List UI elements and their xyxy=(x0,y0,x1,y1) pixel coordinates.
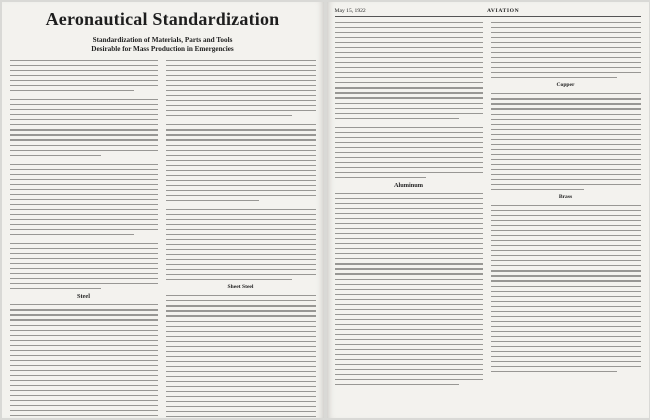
right-column-a xyxy=(335,22,483,389)
left-column-a xyxy=(10,60,158,418)
running-head-title: AVIATION xyxy=(486,8,520,14)
right-column-b xyxy=(491,22,641,376)
subhead-line-1: Standardization of Materials, Parts and Tools xyxy=(92,36,233,44)
article-headline: Aeronautical Standardization xyxy=(45,9,280,29)
section-heading-sheet-steel: Sheet Steel xyxy=(227,284,254,291)
article-subhead xyxy=(2,36,324,54)
section-heading-steel: Steel xyxy=(77,293,90,301)
section-heading-brass: Brass xyxy=(558,194,573,200)
subhead-line-2: Desirable for Mass Production in Emergencies xyxy=(91,45,234,53)
running-head xyxy=(335,8,641,17)
running-head-date: May 15, 1922 xyxy=(334,8,366,14)
left-column-b xyxy=(166,60,316,418)
section-heading-copper: Copper xyxy=(556,82,575,89)
section-heading-aluminum: Aluminum xyxy=(393,181,424,189)
right-page xyxy=(327,2,649,418)
left-page xyxy=(2,2,324,418)
